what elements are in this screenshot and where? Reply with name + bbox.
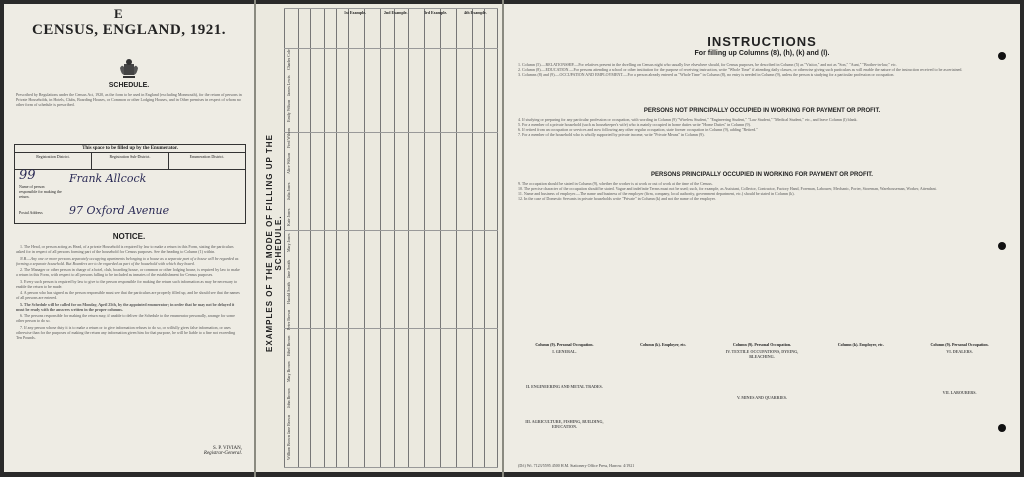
example-person-name: James Lewis bbox=[286, 75, 291, 96]
instructions-panel bbox=[504, 4, 1020, 472]
example-person-name: Charles Cole bbox=[286, 49, 291, 70]
examples-title: EXAMPLES OF THE MODE OF FILLING UP THE SCHEDULE. bbox=[265, 134, 283, 352]
notice-para: 4. A person who has signed as the person responsible must see that the particulars are properly filled up, and he should see that the names of all persons are entered. bbox=[16, 290, 240, 300]
section2-para: 9. The occupation should be stated in Column (9), whether the worker is at work or out of work at the time of the Census. bbox=[518, 181, 713, 186]
notice-para: 2. The Manager or other person in charge of a hotel, club, boarding house, or common or other lodging house, is required by law to make a return in this Form, with respect to all persons falling to be included as inmates of the establishment for Census purposes. bbox=[16, 267, 240, 277]
example-person-name: John Brown bbox=[286, 388, 291, 408]
example-person-name: Emily Wilson bbox=[286, 99, 291, 122]
example-header-2: 2nd Example. bbox=[384, 10, 408, 15]
registration-district-label: Registration District. bbox=[15, 153, 92, 169]
notice-title: NOTICE. bbox=[112, 232, 146, 241]
section1-para: 4. If studying or preparing for any particular profession or occupation, with wording in Column (9) "Wireless Student," "Engineering Student," "Law Student," "Medical Student," etc., and leave Column (l) blank. bbox=[518, 117, 858, 122]
royal-coat-of-arms-icon bbox=[118, 58, 140, 80]
example-header-4: 4th Example. bbox=[464, 10, 487, 15]
occupation-col bbox=[518, 342, 611, 429]
section2-paragraphs bbox=[518, 181, 1006, 201]
occupation-col-heading: Column (9). Personal Occupation. bbox=[535, 342, 594, 347]
section1-para: 7. For a member of the household who is wholly supported by private income, write "Private Means" in Column (9). bbox=[518, 132, 705, 137]
occupation-section: VI. DEALERS. bbox=[946, 349, 973, 354]
example-person-name: Mary Jones bbox=[286, 233, 291, 252]
section-heading-not-occupied: PERSONS NOT PRINCIPALLY OCCUPIED IN WORKING FOR PAYMENT OR PROFIT. bbox=[643, 108, 881, 114]
section2-para: 12. In the case of Domestic Servants in private households write "Private" in Column (k) and not the name of the employer. bbox=[518, 196, 716, 201]
example-person-name: Jane Brown bbox=[286, 415, 291, 434]
notice-para: 1. The Head, or person acting as Head, of a private Household is required by law to make a return in this Form, stating the particulars asked for in respect of all persons forming part of the household for Census purposes. See the heading to Column (1) within. bbox=[16, 244, 234, 254]
enumerator-box bbox=[14, 144, 246, 224]
section2-para: 11. Name and business of employer.—The name and business of the employer (firm, company, local authority, government department, etc.) should be stated in Column (k). bbox=[518, 191, 795, 196]
example-person-name: Julia Jones bbox=[286, 182, 291, 200]
instruction-paragraphs bbox=[518, 62, 1006, 77]
example-person-name: Peter Brown bbox=[286, 309, 291, 330]
example-person-name: Alice Wilson bbox=[286, 153, 291, 174]
binder-hole-icon bbox=[998, 242, 1006, 250]
section-heading-occupied: PERSONS PRINCIPALLY OCCUPIED IN WORKING FOR PAYMENT OR PROFIT. bbox=[651, 172, 873, 178]
instructions-title: INSTRUCTIONS bbox=[707, 34, 817, 49]
examples-grid bbox=[284, 8, 498, 468]
notice-para: 7. If any person whose duty it is to make a return or to give information refuses to do so, or wilfully gives false information, or uses otherwise than for the purposes of making the return any information given him for that purpose, he will be liable to a fine not exceeding Ten Pounds. bbox=[16, 324, 236, 340]
notice-para: 3. Every such person is required by law to give to the person responsible for making the return such information as may be necessary to enable the return to be made. bbox=[16, 278, 238, 289]
example-person-name: Kate Jones bbox=[286, 208, 291, 226]
occupation-col bbox=[814, 342, 907, 429]
name-field[interactable]: Frank Allcock bbox=[69, 172, 147, 185]
cover-panel bbox=[4, 4, 254, 472]
signatory-role: Registrar-General. bbox=[203, 451, 242, 456]
section1-para: 5. For a member of a private household (such as housekeeper's wife) who is mainly occupied in home duties write "Home Duties" in Column (9). bbox=[518, 122, 751, 127]
schedule-title: SCHEDULE. bbox=[108, 82, 150, 89]
intro-text: Prescribed by Regulations under the Census Act, 1920, as the form to be used in England (excluding Monmouth), for the return of persons in Private Households, in Hotels, Clubs, Boarding Houses, or Common or other Lodging Houses, and in Other premises in respect of whom no other form of schedule is prescribed. bbox=[16, 92, 242, 107]
instruction-para: 2. Column (8).—EDUCATION.—For persons attending a school or other institution for the purpose of receiving instruction, write "Whole Time" if attending daily classes, or otherwise giving such particulars as will enable the nature of the instruction received to be ascertained. bbox=[518, 67, 963, 72]
example-person-name: Ethel Brown bbox=[286, 335, 291, 356]
example-person-name: William Brown bbox=[286, 435, 291, 460]
binder-hole-icon bbox=[998, 52, 1006, 60]
binder-hole-icon bbox=[998, 424, 1006, 432]
notice-para: N.B.—Any one or more persons separately occupying apartments belonging to a house as a separate part of a house will be regarded as forming a separate household. But Boarders are to be regarded as part of the household with which they board. bbox=[16, 255, 239, 266]
enumerator-box-heading: This space to be filled up by the Enumerator. bbox=[15, 145, 245, 153]
occupation-col-heading: Column (k). Employer, etc. bbox=[837, 342, 884, 347]
instructions-subtitle: For filling up Columns (8), (h), (k) and (l). bbox=[694, 50, 830, 57]
occupation-columns bbox=[518, 342, 1006, 429]
document-title: CENSUS, ENGLAND, 1921. bbox=[32, 22, 226, 38]
example-person-name: Jane Smith bbox=[286, 260, 291, 278]
section2-para: 10. The precise character of the occupation should be stated. Vague and indefinite Terms must not be used; such, for example, as Assistant, Collector, Contractor, Factory Hand, Foreman, Labourer, Mechanic, Porter, Storeman, Warehouseman, Worker, Attendant. bbox=[518, 186, 937, 191]
example-header-1: 1st Example. bbox=[344, 10, 366, 15]
schedule-number[interactable]: 99 bbox=[19, 168, 36, 183]
address-field[interactable]: 97 Oxford Avenue bbox=[69, 204, 170, 217]
occupation-col bbox=[617, 342, 710, 429]
name-label: Name of person responsible for making the return. bbox=[19, 184, 62, 199]
occupation-col bbox=[913, 342, 1006, 429]
instruction-para: 3. Columns (8) and (9).—OCCUPATION AND EMPLOYMENT.—For a person already entered as "Whole Time" in Column (8), no entry is needed in Column (9), unless the person is studying for a particular profession or occupation. bbox=[518, 72, 895, 77]
occupation-section: V. MINES AND QUARRIES. bbox=[736, 395, 788, 400]
section1-paragraphs bbox=[518, 117, 1006, 137]
occupation-section: VII. LABOURERS. bbox=[942, 390, 977, 395]
signatory-name: S. P. VIVIAN, bbox=[213, 446, 242, 451]
example-person-name: Mary Brown bbox=[286, 361, 291, 382]
example-header-3: 3rd Example. bbox=[424, 10, 448, 15]
enumerator-columns bbox=[15, 153, 245, 170]
address-label: Postal Address bbox=[19, 210, 43, 215]
instruction-para: 1. Column (5).—RELATIONSHIP.—For relatives present in the dwelling on Census night who usually live elsewhere should, for Census purposes, be described in Column (5) as "Visitor," and not as "Son," "Aunt," "Brother-in-law," etc. bbox=[518, 62, 897, 67]
signature-block bbox=[204, 446, 242, 456]
form-letter: E bbox=[114, 6, 123, 21]
enumeration-district-label: Enumeration District. bbox=[189, 154, 225, 159]
notice-para: 5. The Schedule will be called for on Monday, April 25th, by the appointed enumerator; in order that he may not be delayed it must be ready with the answers written in the proper columns. bbox=[16, 301, 235, 312]
occupation-col bbox=[716, 342, 809, 429]
occupation-section: II. ENGINEERING AND METAL TRADES. bbox=[526, 384, 603, 389]
example-person-name: Harold Smith bbox=[286, 282, 291, 304]
occupation-col-heading: Column (9). Personal Occupation. bbox=[930, 342, 989, 347]
print-footer: (D/t) Wt. 7123/5595 4500 H.M. Stationery Office Press, Harrow. 4/1921 bbox=[518, 463, 635, 468]
occupation-section: III. AGRICULTURE, FISHING, BUILDING, EDUCATION. bbox=[525, 419, 604, 429]
notice-text bbox=[16, 244, 242, 341]
occupation-col-heading: Column (k). Employer, etc. bbox=[640, 342, 687, 347]
occupation-section: I. GENERAL. bbox=[552, 349, 577, 354]
example-person-name: Fred Wilson bbox=[286, 128, 291, 148]
occupation-section: IV. TEXTILE OCCUPATIONS, DYEING, BLEACHING. bbox=[725, 349, 799, 359]
registration-subdistrict-label: Registration Sub-District. bbox=[92, 153, 169, 169]
examples-panel bbox=[256, 4, 502, 472]
section1-para: 6. If retired from an occupation or services and now following any other regular occupation, state former occupation in Column (9), adding "Retired." bbox=[518, 127, 758, 132]
occupation-col-heading: Column (9). Personal Occupation. bbox=[732, 342, 792, 347]
notice-para: 6. The persons responsible for making the return may, if unable to deliver the Schedule to the enumerator personally, arrange for some other person to do so. bbox=[16, 313, 235, 323]
